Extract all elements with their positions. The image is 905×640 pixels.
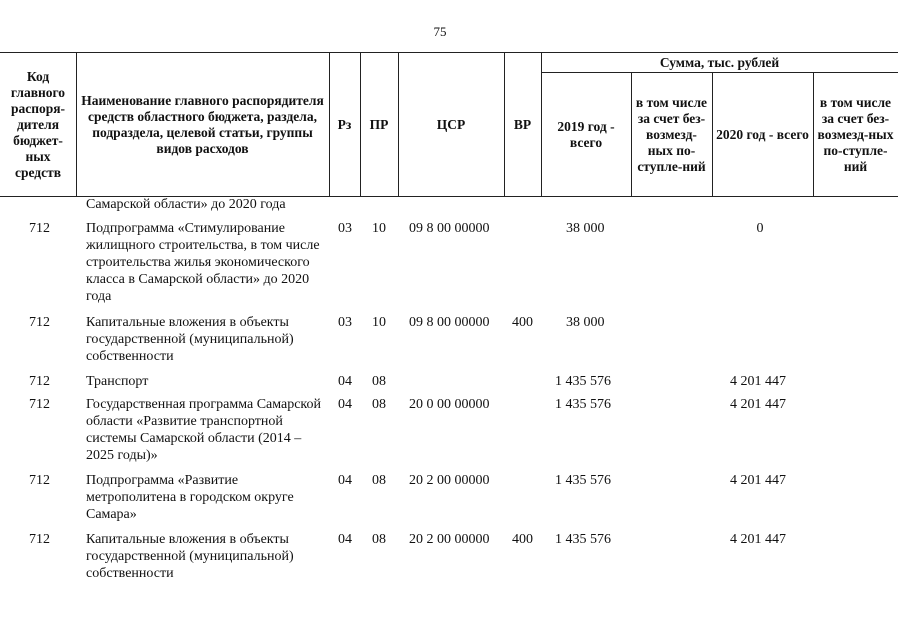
row-pr: 08 [372,473,386,488]
row-code: 712 [29,374,50,389]
row-csr: 09 8 00 00000 [409,315,490,330]
row-code: 712 [29,315,50,330]
row-name: Транспорт [86,374,149,389]
row-pr: 08 [372,397,386,412]
row-code: 712 [29,221,50,236]
row-pr: 10 [372,221,386,236]
row-2019: 1 435 576 [555,397,611,412]
row-csr: 20 2 00 00000 [409,532,490,547]
page-number: 75 [433,24,447,39]
row-code: 712 [29,397,50,412]
row-2020: 4 201 447 [730,532,786,547]
row-rz: 04 [338,532,352,547]
row-code: 712 [29,532,50,547]
row-vr: 400 [512,315,533,330]
continuation-text: Самарской области» до 2020 года [86,197,286,212]
row-rz: 03 [338,315,352,330]
row-name: Подпрограмма «Стимулирование жилищного строительства, в том числе строительства жилья экономического класса в Самарской области» до 2020 года [86,221,320,304]
header-2019-free: в том числе за счет без-возмезд-ных по-ступле-ний [635,94,708,174]
row-rz: 03 [338,221,352,236]
row-rz: 04 [338,397,352,412]
row-rz: 04 [338,374,352,389]
row-2020: 4 201 447 [730,374,786,389]
row-name: Капитальные вложения в объекты государственной (муниципальной) собственности [86,532,294,581]
header-name: Наименование главного распорядителя средств областного бюджета, раздела, подраздела, целевой статьи, группы видов расходов [81,92,324,156]
row-vr: 400 [512,532,533,547]
header-vr: ВР [513,116,532,132]
row-2019: 1 435 576 [555,532,611,547]
header-2019-total: 2019 год - всего [557,118,615,150]
row-pr: 08 [372,532,386,547]
row-2019: 1 435 576 [555,473,611,488]
row-2020: 4 201 447 [730,397,786,412]
row-2019: 38 000 [566,221,605,236]
row-2019: 1 435 576 [555,374,611,389]
row-name: Подпрограмма «Развитие метрополитена в городском округе Самара» [86,473,294,522]
row-code: 712 [29,473,50,488]
row-csr: 20 0 00 00000 [409,397,490,412]
row-2020: 4 201 447 [730,473,786,488]
row-2020: 0 [756,221,764,236]
row-name: Капитальные вложения в объекты государственной (муниципальной) собственности [86,315,294,364]
table-header [0,52,898,197]
row-2019: 38 000 [566,315,605,330]
row-pr: 08 [372,374,386,389]
row-csr: 09 8 00 00000 [409,221,490,236]
header-code: Код главного распоря-дителя бюджет-ных средств [10,68,66,180]
row-rz: 04 [338,473,352,488]
row-pr: 10 [372,315,386,330]
header-rz: Рз [337,116,352,132]
header-2020-free: в том числе за счет без-возмезд-ных по-ступле-ний [817,94,894,174]
header-summa: Сумма, тыс. рублей [659,55,780,70]
header-2020-total: 2020 год - всего [716,126,809,142]
row-name: Государственная программа Самарской области «Развитие транспортной системы Самарской области (2014 – 2025 годы)» [86,397,322,463]
header-csr: ЦСР [436,116,466,132]
row-csr: 20 2 00 00000 [409,473,490,488]
header-pr: ПР [369,116,389,132]
